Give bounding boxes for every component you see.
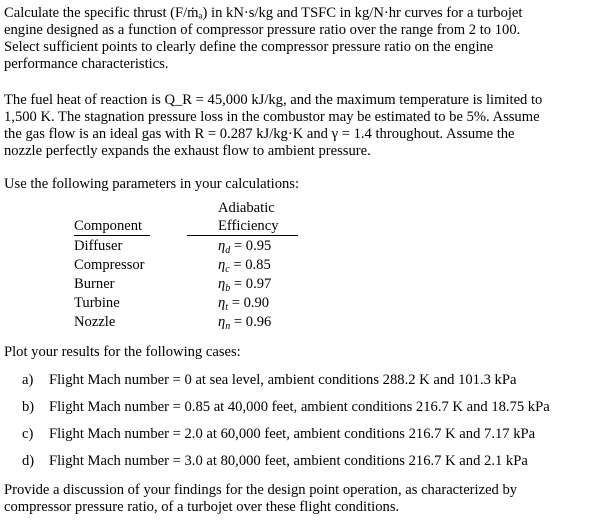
- case-label: d): [22, 453, 35, 469]
- component-name: Burner: [74, 276, 115, 292]
- efficiency-value: $\eta_t = 0.90$: [218, 295, 270, 313]
- list-item: [22, 426, 535, 444]
- discussion-line: compressor pressure ratio, of a turbojet over these flight conditions.: [4, 499, 400, 515]
- intro-paragraph: [4, 5, 602, 73]
- component-header: Component: [74, 218, 143, 234]
- case-text: Flight Mach number = 2.0 at 60,000 feet, ambient conditions 216.7 K and 7.17 kPa: [49, 426, 536, 442]
- plot-intro-text: Plot your results for the following cases:: [4, 344, 241, 360]
- list-item: [22, 372, 516, 390]
- efficiency-value: $\eta_b = 0.97$: [218, 276, 272, 294]
- fuel-line: nozzle perfectly expands the exhaust flow to ambient pressure.: [4, 143, 371, 159]
- case-label: c): [22, 426, 34, 442]
- fuel-paragraph: [4, 92, 604, 160]
- table-row: [74, 276, 324, 294]
- intro-line: Calculate the specific thrust (F/ṁₐ) in kN·s/kg and TSFC in kg/N·hr curves for a turbojet: [4, 5, 523, 21]
- component-name: Turbine: [74, 295, 120, 311]
- intro-line: Select sufficient points to clearly define the compressor pressure ratio on the engine: [4, 39, 494, 55]
- efficiency-header-line1: Adiabatic: [218, 200, 275, 216]
- discussion-paragraph: [4, 482, 602, 516]
- case-text: Flight Mach number = 0 at sea level, ambient conditions 288.2 K and 101.3 kPa: [49, 372, 517, 388]
- table-row: [74, 257, 324, 275]
- component-name: Diffuser: [74, 238, 123, 254]
- efficiency-table: [74, 200, 324, 335]
- efficiency-value: $\eta_d = 0.95$: [218, 238, 272, 256]
- fuel-line: The fuel heat of reaction is Q_R = 45,000 kJ/kg, and the maximum temperature is limited to: [4, 92, 543, 108]
- list-item: [22, 453, 528, 471]
- case-label: a): [22, 372, 34, 388]
- list-item: [22, 399, 550, 417]
- discussion-line: Provide a discussion of your findings for the design point operation, as characterized by: [4, 482, 518, 498]
- component-name: Compressor: [74, 257, 145, 273]
- use-parameters-text: Use the following parameters in your calculations:: [4, 176, 300, 192]
- efficiency-header-underline: [187, 235, 298, 236]
- case-text: Flight Mach number = 0.85 at 40,000 feet, ambient conditions 216.7 K and 18.75 kPa: [49, 399, 550, 415]
- fuel-line: the gas flow is an ideal gas with R = 0.287 kJ/kg·K and γ = 1.4 throughout. Assume the: [4, 126, 515, 142]
- intro-line: engine designed as a function of compressor pressure ratio over the range from 2 to 100.: [4, 22, 521, 38]
- efficiency-header-line2: Efficiency: [218, 218, 279, 234]
- table-row: [74, 314, 324, 332]
- case-label: b): [22, 399, 35, 415]
- intro-line: performance characteristics.: [4, 56, 169, 72]
- component-name: Nozzle: [74, 314, 116, 330]
- table-row: [74, 295, 324, 313]
- table-row: [74, 238, 324, 256]
- efficiency-value: $\eta_c = 0.85$: [218, 257, 271, 275]
- efficiency-value: $\eta_n = 0.96$: [218, 314, 272, 332]
- component-header-underline: [74, 235, 150, 236]
- fuel-line: 1,500 K. The stagnation pressure loss in the combustor may be estimated to be 5%. Assume: [4, 109, 540, 125]
- case-text: Flight Mach number = 3.0 at 80,000 feet, ambient conditions 216.7 K and 2.1 kPa: [49, 453, 528, 469]
